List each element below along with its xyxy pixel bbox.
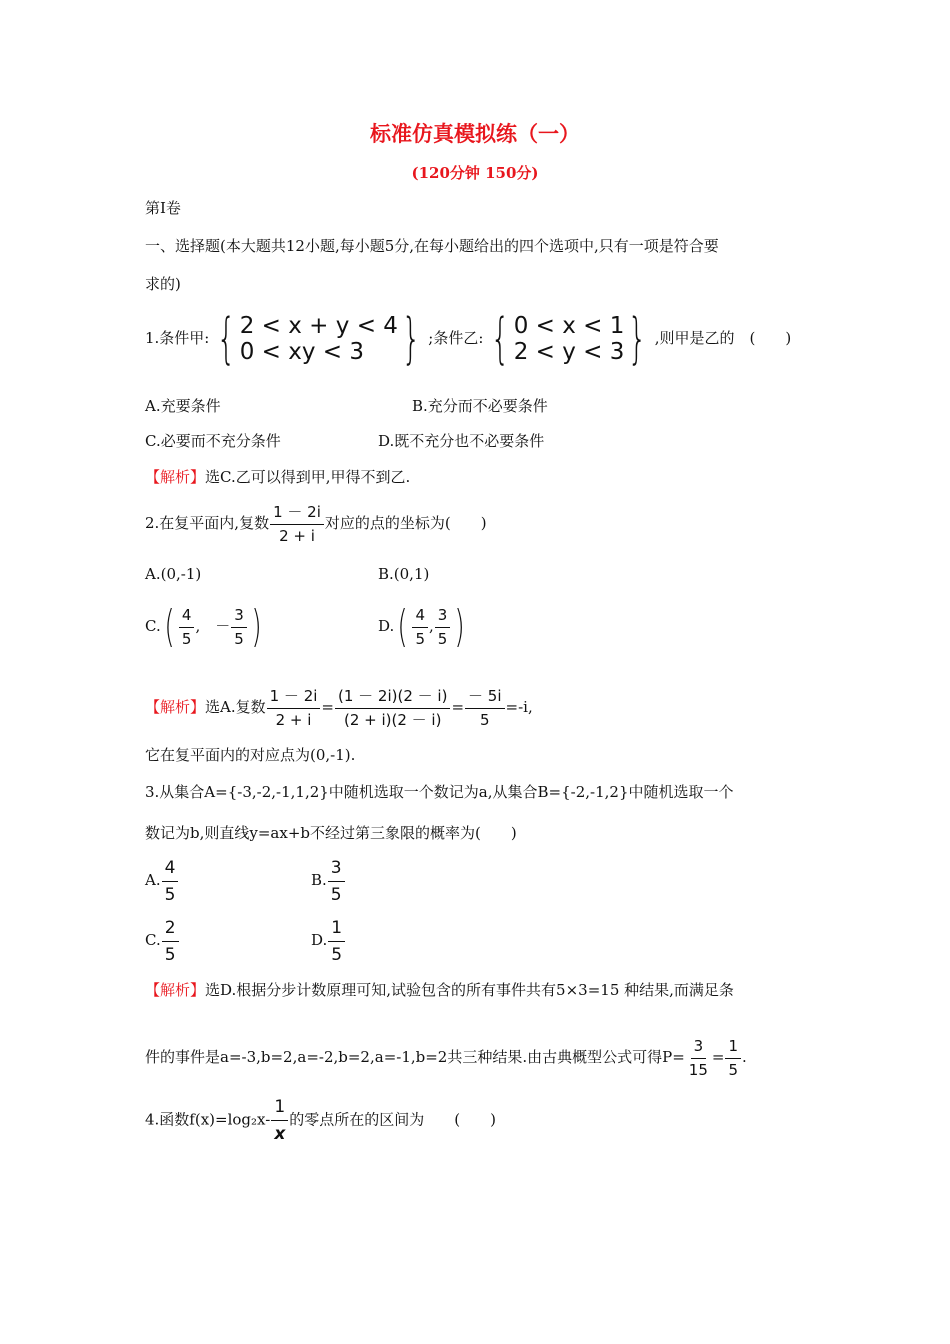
- right-brace-icon: }: [401, 307, 421, 370]
- q2-analysis: [145, 684, 533, 730]
- fraction-numerator: 3: [435, 606, 451, 628]
- fraction-numerator: 3: [691, 1037, 707, 1059]
- section-heading-line1: 一、选择题(本大题共12小题,每小题5分,在每小题给出的四个选项中,只有一项是符合要: [145, 237, 719, 255]
- q2-analysis-suffix: =-i,: [505, 698, 533, 716]
- analysis-tag: 【解析】: [145, 468, 206, 486]
- q1-prefix: 1.条件甲:: [145, 329, 210, 347]
- q3-analysis-end: .: [742, 1048, 747, 1066]
- question-2: [145, 500, 487, 546]
- fraction-denominator: 2 + i: [279, 526, 315, 545]
- left-brace-icon: {: [491, 307, 511, 370]
- fraction-numerator: 1: [725, 1037, 741, 1059]
- q2-fraction: [270, 503, 324, 546]
- fraction-denominator: 5: [480, 710, 490, 729]
- q2-option-d: [378, 602, 468, 650]
- page-subtitle: (120分钟 150分): [411, 164, 539, 182]
- fraction-numerator: 1 － 2i: [267, 687, 321, 709]
- fraction: [465, 687, 504, 730]
- q2-option-a: A.(0,-1): [145, 565, 202, 583]
- q3-option-b: [311, 856, 346, 906]
- fraction-numerator: 4: [162, 857, 179, 882]
- q3-option-c: [145, 916, 180, 966]
- cond-b-row1: 0 < x < 1: [513, 313, 625, 339]
- fraction: [725, 1037, 741, 1080]
- fraction-numerator: 3: [328, 857, 345, 882]
- q2-option-b: B.(0,1): [378, 565, 430, 583]
- analysis-tag: 【解析】: [145, 981, 206, 999]
- fraction: [231, 606, 247, 649]
- q3-opt-c-label: C.: [145, 931, 161, 949]
- q2-suffix: 对应的点的坐标为( ): [324, 514, 487, 532]
- q1-suffix: ,则甲是乙的 ( ): [654, 329, 792, 347]
- cond-a-row2: 0 < xy < 3: [239, 339, 365, 365]
- fraction-denominator: 5: [181, 629, 192, 648]
- volume-label: 第Ⅰ卷: [145, 199, 181, 217]
- fraction: [179, 606, 195, 649]
- q3-analysis-line2-text: 件的事件是a=-3,b=2,a=-2,b=2,a=-1,b=2共三种结果.由古典概型公式可得P=: [145, 1048, 685, 1066]
- fraction-denominator: 5: [437, 629, 448, 648]
- fraction: [686, 1037, 711, 1080]
- fraction-denominator: 5: [331, 944, 343, 965]
- left-paren-icon: (: [397, 601, 409, 652]
- fraction-denominator: 5: [415, 629, 425, 648]
- fraction-denominator: 5: [728, 1060, 739, 1079]
- fraction-numerator: 1: [328, 917, 345, 942]
- q1-option-b: B.充分而不必要条件: [412, 397, 548, 415]
- fraction-numerator: 3: [231, 606, 247, 628]
- q3-opt-a-label: A.: [145, 871, 161, 889]
- fraction-numerator: 4: [412, 606, 428, 628]
- fraction-numerator: (1 － 2i)(2 － i): [335, 687, 450, 709]
- equals-sign: =: [451, 698, 465, 716]
- fraction-numerator: 1 － 2i: [270, 503, 324, 525]
- q3-line2: 数记为b,则直线y=ax+b不经过第三象限的概率为( ): [145, 824, 517, 842]
- q3-analysis-line2: [145, 1034, 747, 1080]
- condition-a-system: [209, 307, 428, 370]
- q1-analysis: [145, 467, 410, 487]
- fraction-denominator: 5: [234, 629, 244, 648]
- q4-prefix: 4.函数f(x)=log₂x-: [145, 1110, 271, 1129]
- q1-option-a: A.充要条件: [145, 397, 221, 415]
- q3-option-d: [311, 916, 346, 966]
- q2-opt-d-label: D.: [378, 617, 395, 635]
- section-heading-line2: 求的): [145, 275, 181, 293]
- q1-option-c: C.必要而不充分条件: [145, 432, 281, 450]
- fraction-denominator: 5: [164, 884, 176, 905]
- fraction: [335, 687, 450, 730]
- fraction: [267, 687, 321, 730]
- cond-b-row2: 2 < y < 3: [513, 339, 625, 365]
- left-brace-icon: {: [217, 307, 237, 370]
- fraction-numerator: 4: [179, 606, 195, 628]
- fraction: [271, 1096, 288, 1145]
- fraction-denominator: 15: [688, 1060, 708, 1079]
- right-paren-icon: ): [251, 601, 262, 652]
- q2-analysis-prefix: 选A.复数: [205, 698, 266, 716]
- fraction: [435, 606, 451, 649]
- q2-analysis-line2: 它在复平面内的对应点为(0,-1).: [145, 746, 356, 764]
- fraction-denominator: 5: [330, 884, 342, 905]
- cond-a-row1: 2 < x + y < 4: [239, 313, 398, 339]
- q2-option-c: [145, 602, 265, 650]
- q3-analysis-text: 选D.根据分步计数原理可知,试验包含的所有事件共有5×3=15 种结果,而满足条: [205, 981, 734, 999]
- fraction-denominator: x: [274, 1124, 286, 1144]
- q2-prefix: 2.在复平面内,复数: [145, 514, 270, 532]
- question-1: [145, 307, 792, 370]
- fraction-denominator: 2 + i: [275, 710, 312, 729]
- fraction: [412, 606, 428, 649]
- q1-analysis-text: 选C.乙可以得到甲,甲得不到乙.: [205, 468, 411, 486]
- fraction-numerator: 2: [162, 917, 179, 942]
- condition-b-system: [483, 307, 654, 370]
- q3-opt-d-label: D.: [311, 931, 328, 949]
- fraction-numerator: － 5i: [465, 687, 504, 709]
- page-title: 标准仿真模拟练（一）: [370, 121, 580, 146]
- fraction-numerator: 1: [271, 1096, 288, 1121]
- equals-sign: =: [711, 1048, 725, 1066]
- fraction: [328, 857, 345, 906]
- right-brace-icon: }: [628, 307, 648, 370]
- q3-analysis-line1: [145, 980, 734, 1000]
- q2-opt-d-sep: ,: [428, 617, 434, 635]
- q1-option-d: D.既不充分也不必要条件: [378, 432, 545, 450]
- q1-mid: ;条件乙:: [428, 329, 484, 347]
- q3-opt-b-label: B.: [311, 871, 327, 889]
- fraction: [162, 917, 179, 966]
- question-4: [145, 1096, 496, 1145]
- right-paren-icon: ): [454, 601, 466, 652]
- q2-opt-c-label: C.: [145, 617, 161, 635]
- q2-opt-c-sep: , －: [195, 617, 231, 635]
- q3-option-a: [145, 856, 179, 906]
- analysis-tag: 【解析】: [145, 698, 206, 716]
- q3-line1: 3.从集合A={-3,-2,-1,1,2}中随机选取一个数记为a,从集合B={-2,-1,2}中随机选取一个: [145, 783, 734, 801]
- fraction: [162, 857, 179, 906]
- left-paren-icon: (: [164, 601, 175, 652]
- fraction-denominator: 5: [164, 944, 176, 965]
- fraction-denominator: (2 + i)(2 － i): [343, 710, 442, 729]
- equals-sign: =: [321, 698, 334, 716]
- fraction: [328, 917, 345, 966]
- q4-suffix: 的零点所在的区间为 ( ): [289, 1110, 496, 1129]
